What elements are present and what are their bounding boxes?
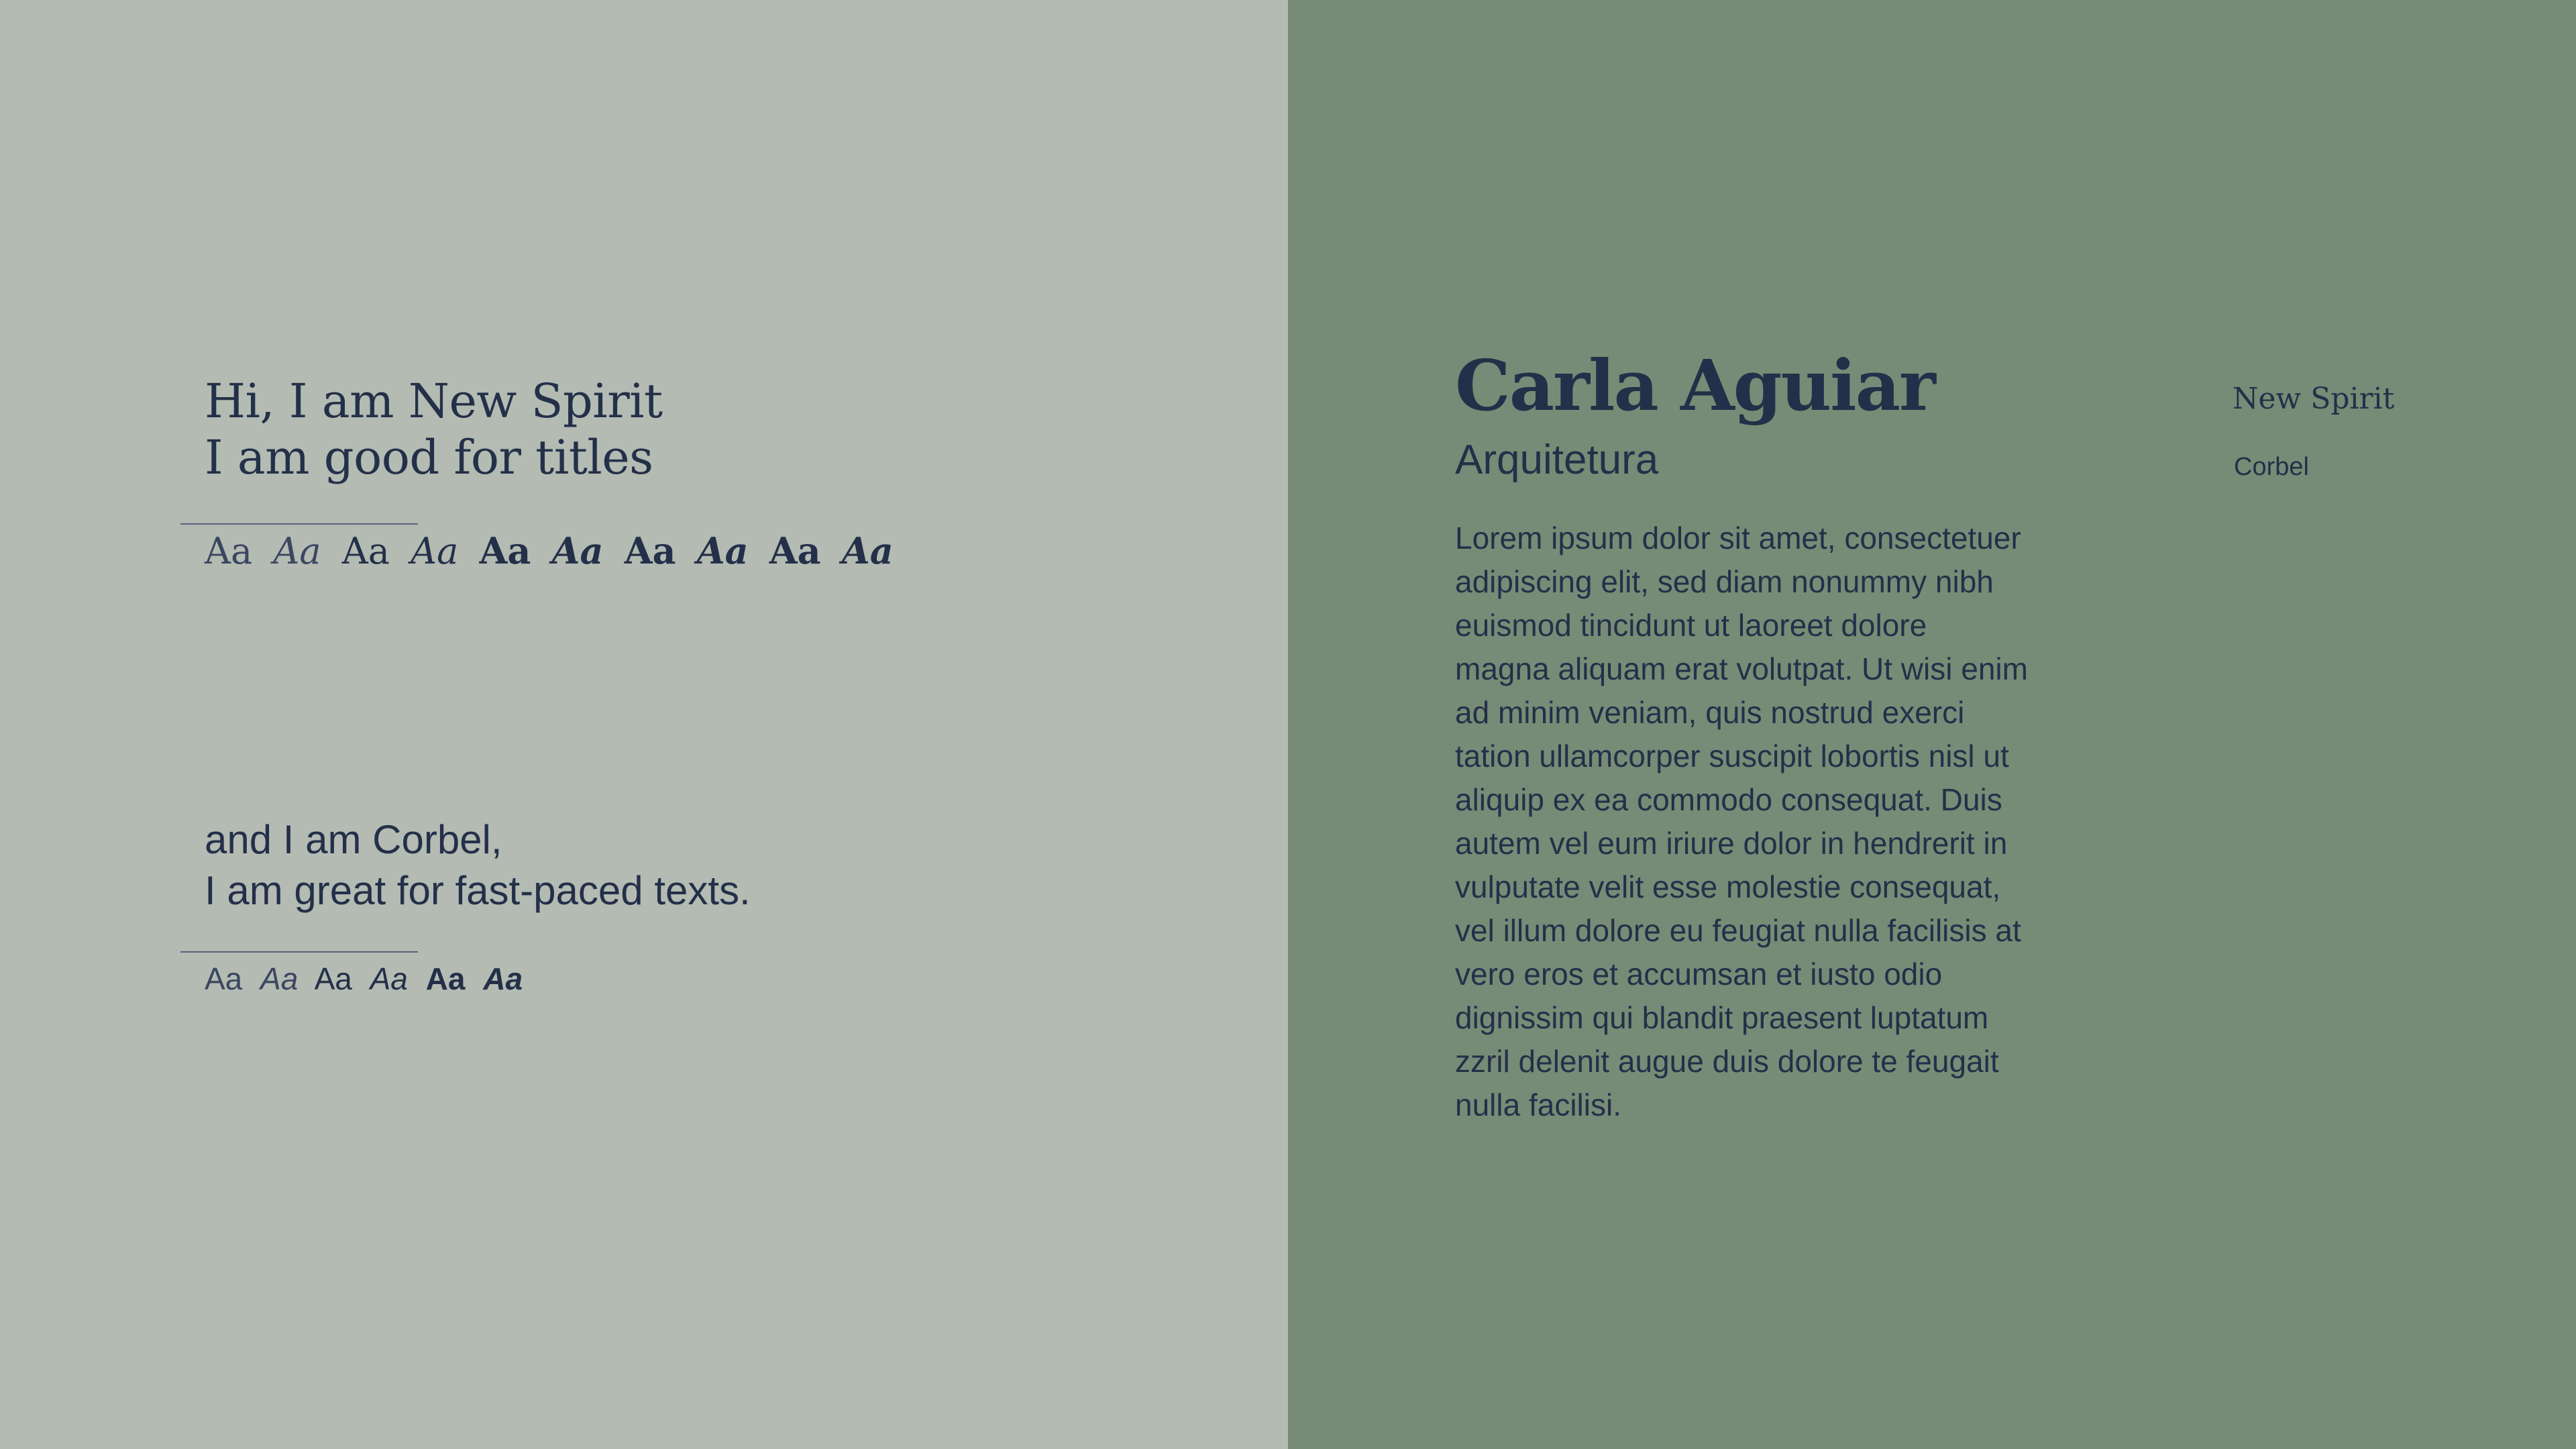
specimen-light: Aa: [205, 961, 243, 996]
body-line: Lorem ipsum dolor sit amet, consectetuer: [1455, 521, 2021, 555]
specimen-regular: Aa: [341, 530, 390, 572]
sample-body-text: [1455, 517, 2112, 1127]
sans-intro-line: and I am Corbel,: [205, 817, 502, 862]
specimen-light: Aa: [205, 530, 253, 572]
body-line: nulla facilisi.: [1455, 1087, 1621, 1122]
body-line: vulputate velit esse molestie consequat,: [1455, 869, 2001, 904]
specimen-regular-italic: Aa: [370, 961, 408, 996]
body-line: dignissim qui blandit praesent luptatum: [1455, 1000, 1989, 1035]
font-label-corbel: Corbel: [2234, 453, 2309, 481]
sans-intro-text: [205, 814, 751, 916]
specimen-bold: Aa: [624, 529, 676, 572]
body-line: zzril delenit augue duis dolore te feugait: [1455, 1044, 1999, 1079]
specimen-black: Aa: [769, 529, 821, 572]
specimen-light-italic: Aa: [273, 530, 321, 572]
body-line: adipiscing elit, sed diam nonummy nibh: [1455, 564, 1994, 599]
sample-title: Carla Aguiar: [1455, 344, 1935, 427]
body-line: autem vel eum iriure dolor in hendrerit in: [1455, 826, 2008, 861]
body-line: magna aliquam erat volutpat. Ut wisi enim: [1455, 651, 2028, 686]
specimen-bold-italic: Aa: [483, 961, 523, 996]
serif-divider: [180, 523, 418, 525]
specimen-light-italic: Aa: [260, 961, 299, 996]
body-line: aliquip ex ea commodo consequat. Duis: [1455, 782, 2002, 817]
serif-intro-heading: [205, 373, 663, 486]
body-line: vel illum dolore eu feugiat nulla facilisis at: [1455, 913, 2021, 948]
specimen-semibold: Aa: [479, 529, 531, 572]
font-label-new-spirit: New Spirit: [2233, 382, 2395, 416]
sample-subtitle: Arquitetura: [1455, 437, 1659, 483]
serif-intro-line: Hi, I am New Spirit: [205, 374, 663, 429]
specimen-regular: Aa: [314, 961, 352, 996]
specimen-bold-italic: Aa: [696, 529, 749, 572]
body-line: ad minim veniam, quis nostrud exerci: [1455, 695, 1965, 730]
specimen-semibold-italic: Aa: [551, 529, 604, 572]
sans-divider: [180, 951, 418, 953]
specimen-black-italic: Aa: [841, 529, 894, 572]
specimen-regular-italic: Aa: [411, 530, 459, 572]
body-line: tation ullamcorper suscipit lobortis nisl ut: [1455, 739, 2009, 773]
right-panel: [1288, 0, 2576, 1449]
serif-intro-line: I am good for titles: [205, 430, 653, 485]
sans-intro-line: I am great for fast-paced texts.: [205, 868, 751, 913]
specimen-bold: Aa: [425, 961, 466, 996]
serif-weight-specimen: [205, 527, 903, 575]
body-line: euismod tincidunt ut laoreet dolore: [1455, 608, 1927, 643]
body-line: vero eros et accumsan et iusto odio: [1455, 957, 1943, 991]
sans-weight-specimen: [205, 958, 532, 1000]
